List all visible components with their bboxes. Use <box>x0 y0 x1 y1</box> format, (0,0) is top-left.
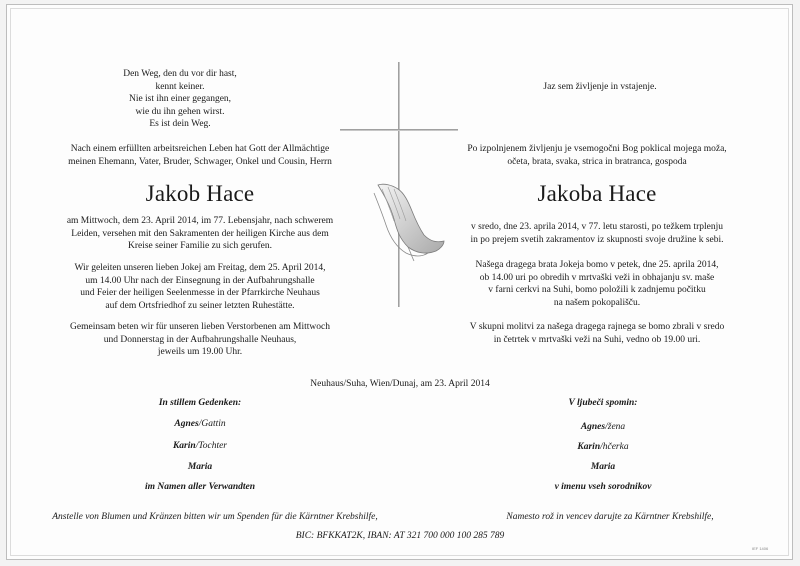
left-mourner: Agnes/Gattin <box>174 419 226 429</box>
right-intro: Po izpolnjenem življenju je vsemogočni Bog poklical mojega moža, očeta, brata, svaka, strica in bratranca, gospoda <box>467 144 727 167</box>
left-deceased-name: Jakob Hace <box>145 181 255 206</box>
right-quote: Jaz sem življenje in vstajenje. <box>543 82 657 92</box>
left-mourner: Karin/Tochter <box>172 441 228 451</box>
right-mourner: Maria <box>590 462 616 472</box>
print-stamp: IEF 1406 <box>752 546 769 551</box>
left-donation: Anstelle von Blumen und Kränzen bitten wir um Spenden für die Kärntner Krebshilfe, <box>52 512 378 522</box>
right-donation: Namesto rož in vencev darujte za Kärntner Krebshilfe, <box>506 512 714 522</box>
left-prayer-info: Gemeinsam beten wir für unseren lieben Verstorbenen am Mittwoch und Donnerstag in der Aufbahrungshalle Neuhaus, jeweils um 19.00 Uhr. <box>70 322 330 357</box>
cross-horizontal <box>340 129 458 131</box>
right-memory-title: V ljubeči spomin: <box>568 398 638 408</box>
right-mourner: Agnes/žena <box>580 422 626 432</box>
place-date: Neuhaus/Suha, Wien/Dunaj, am 23. April 2014 <box>310 379 490 389</box>
right-death-notice: v sredo, dne 23. aprila 2014, v 77. letu starosti, po težkem trplenju in po prejem svetih zakramentov iz skupnosti svoje družine k sebi. <box>470 222 724 245</box>
bank-details: BIC: BFKKAT2K, IBAN: AT 321 700 000 100 285 789 <box>295 531 505 541</box>
left-death-notice: am Mittwoch, dem 23. April 2014, im 77. Lebensjahr, nach schwerem Leiden, versehen mit den Sakramenten der heiligen Kirche aus dem Kreise seiner Familie zu sich gerufen. <box>66 216 334 251</box>
right-funeral-info: Našega dragega brata Jokeja bomo v petek, dne 25. aprila 2014, ob 14.00 uri po obredih v mrtvaški veži in obhajanju sv. maše v farni cerkvi na Suhi, bomo položili k zadnjemu počitku na našem pokopališču. <box>475 260 719 308</box>
left-funeral-info: Wir geleiten unseren lieben Jokej am Freitag, dem 25. April 2014, um 14.00 Uhr nach der Einsegnung in der Aufbahrungshalle und Feier der heiligen Seelenmesse in der Pfarrkirche Neuhaus auf dem Ortsfriedhof zu seiner letzten Ruhestätte. <box>74 263 326 311</box>
left-mourner: Maria <box>187 462 213 472</box>
left-memory-title: In stillem Gedenken: <box>158 398 242 408</box>
left-intro: Nach einem erfüllten arbeitsreichen Leben hat Gott der Allmächtige meinen Ehemann, Vater, Bruder, Schwager, Onkel und Cousin, Herrn <box>68 144 332 167</box>
right-deceased-name: Jakoba Hace <box>537 181 657 206</box>
left-quote: Den Weg, den du vor dir hast, kennt keiner. Nie ist ihn einer gegangen, wie du ihn gehen wirst. Es ist dein Weg. <box>123 69 237 129</box>
right-mourner: v imenu vseh sorodnikov <box>554 482 652 492</box>
right-prayer-info: V skupni molitvi za našega dragega rajnega se bomo zbrali v sredo in četrtek v mrtvaški veži na Suhi, vedno ob 19.00 uri. <box>469 322 725 345</box>
left-mourner: im Namen aller Verwandten <box>144 482 256 492</box>
right-mourner: Karin/hčerka <box>577 442 629 452</box>
